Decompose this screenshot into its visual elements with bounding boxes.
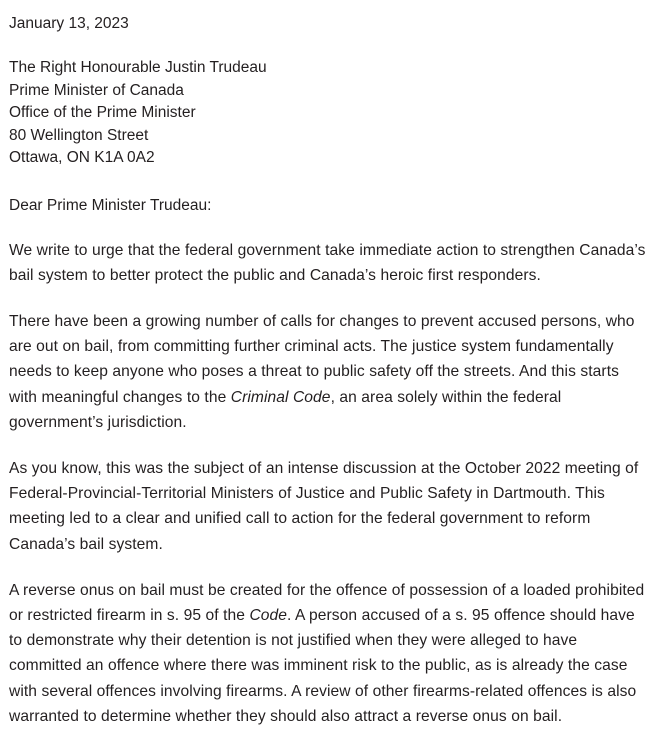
address-line-recipient-name: The Right Honourable Justin Trudeau bbox=[9, 59, 267, 76]
citation-criminal-code: Criminal Code bbox=[230, 388, 331, 406]
salutation: Dear Prime Minister Trudeau: bbox=[9, 196, 212, 214]
body-paragraph-3: As you know, this was the subject of an intense discussion at the October 2022 meeting of Federal-Provincial-Territorial Ministers of Justice and Public Safety in Dartmouth. This meeting led to a clear and unified call to action for the federal government to reform Canada’s bail system. bbox=[9, 459, 639, 553]
address-line-city-postal: Ottawa, ON K1A 0A2 bbox=[9, 149, 155, 166]
recipient-address-block bbox=[9, 35, 650, 170]
body-paragraph-2 bbox=[9, 288, 650, 435]
body-paragraph-4 bbox=[9, 557, 650, 729]
body-paragraph-1: We write to urge that the federal government take immediate action to strengthen Canada’s bail system to better protect the public and Canada’s heroic first responders. bbox=[9, 241, 646, 284]
citation-code: Code bbox=[249, 606, 288, 624]
letter-date: January 13, 2023 bbox=[9, 15, 129, 32]
address-line-recipient-title: Prime Minister of Canada bbox=[9, 81, 184, 99]
paragraph-2-text-before-citation: There have been a growing number of calls for changes to prevent accused persons, who are out on bail, from committing further criminal acts. The justice system fundamentally needs to keep anyone who poses a threat to public safety off the streets. And this starts with meaningful changes to the bbox=[9, 312, 635, 406]
address-line-office: Office of the Prime Minister bbox=[9, 104, 196, 121]
paragraph-4-text-after-citation: . A person accused of a s. 95 offence should have to demonstrate why their detention is not justified when they were alleged to have committed an offence where there was imminent risk to the public, as is already the case with several offences involving firearms. A review of other firearms-related offences is also warranted to determine whether they should also attract a reverse onus on bail. bbox=[9, 606, 637, 725]
paragraph-2-text-after-citation: , an area solely within the federal government’s jurisdiction. bbox=[9, 388, 562, 431]
paragraph-4-text-before-citation: A reverse onus on bail must be created for the offence of possession of a loaded prohibited or restricted firearm in s. 95 of the bbox=[9, 581, 645, 624]
address-line-street: 80 Wellington Street bbox=[9, 126, 149, 144]
